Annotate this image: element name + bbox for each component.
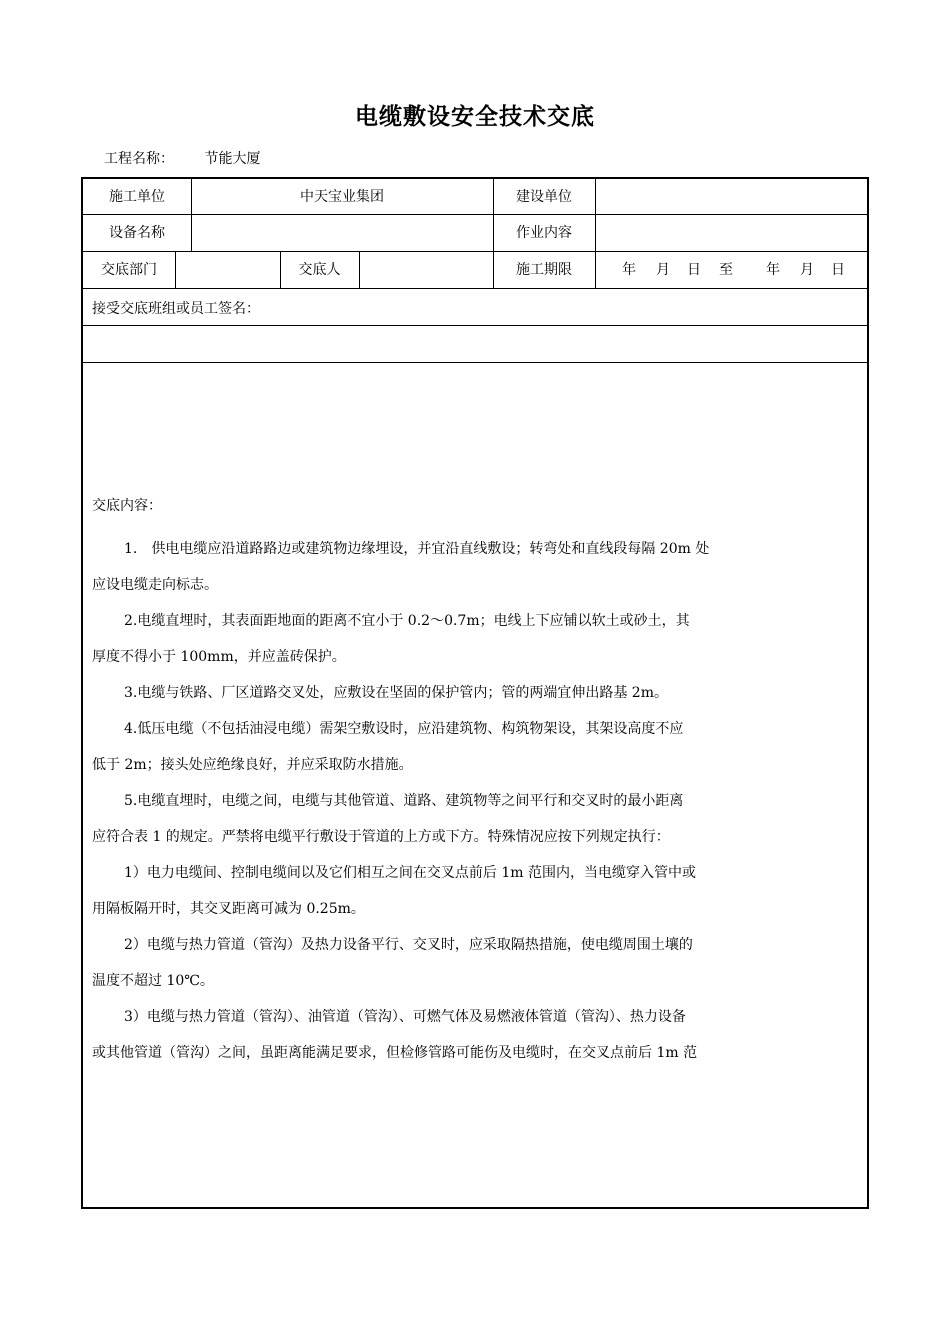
briefing-dept-value: [175, 252, 280, 288]
content-line: 3.电缆与铁路、厂区道路交叉处，应敷设在坚固的保护管内；管的两端宜伸出路基 2m。: [124, 685, 668, 701]
briefing-table: [81, 177, 869, 1209]
content-line: 低于 2m；接头处应绝缘良好，并应采取防水措施。: [92, 757, 413, 773]
briefing-content: [92, 495, 862, 1071]
construction-unit-value: 中天宝业集团: [300, 189, 384, 205]
briefing-person-label: 交底人: [298, 262, 341, 278]
content-line: 3）电缆与热力管道（管沟）、油管道（管沟）、可燃气体及易燃液体管道（管沟）、热力设备: [124, 1009, 686, 1025]
period-month-start: 月: [656, 262, 670, 278]
work-content-value: [595, 215, 867, 251]
row-divider: [83, 288, 867, 289]
period-year-end: 年: [766, 262, 780, 278]
recipient-signature-label: 接受交底班组或员工签名：: [92, 301, 260, 317]
document-title: 电缆敷设安全技术交底: [355, 104, 595, 130]
project-name-value: 节能大厦: [204, 151, 261, 167]
construction-period-value: [595, 252, 867, 288]
content-line: 1）电力电缆间、控制电缆间以及它们相互之间在交叉点前后 1m 范围内，当电缆穿入管中或: [124, 865, 696, 881]
content-line: 应符合表 1 的规定。严禁将电缆平行敷设于管道的上方或下方。特殊情况应按下列规定执行：: [92, 829, 670, 845]
content-line: 或其他管道（管沟）之间，虽距离能满足要求，但检修管路可能伤及电缆时，在交叉点前后 1m 范: [92, 1045, 698, 1061]
period-day-end: 日: [831, 262, 845, 278]
row-divider: [83, 325, 867, 326]
content-line: 1. 供电电缆应沿道路路边或建筑物边缘埋设，并宜沿直线敷设；转弯处和直线段每隔 20m 处: [124, 541, 710, 557]
construction-period-label: 施工期限: [516, 262, 572, 278]
period-year-start: 年: [622, 262, 636, 278]
project-name-row: [104, 148, 260, 168]
builder-unit-label: 建设单位: [516, 189, 572, 205]
equipment-name-value: [191, 215, 493, 251]
period-month-end: 月: [800, 262, 814, 278]
construction-unit-label: 施工单位: [109, 189, 165, 205]
row-divider: [83, 362, 867, 363]
project-name-label: 工程名称：: [104, 151, 174, 167]
work-content-label: 作业内容: [516, 225, 572, 241]
content-line: 2.电缆直埋时，其表面距地面的距离不宜小于 0.2～0.7m；电线上下应铺以软土或砂土，其: [124, 613, 690, 629]
content-line: 厚度不得小于 100mm，并应盖砖保护。: [92, 649, 346, 665]
period-to: 至: [719, 262, 733, 278]
content-line: 4.低压电缆（不包括油浸电缆）需架空敷设时，应沿建筑物、构筑物架设，其架设高度不应: [124, 721, 684, 737]
content-line: 应设电缆走向标志。: [92, 577, 218, 593]
content-line: 用隔板隔开时，其交叉距离可减为 0.25m。: [92, 901, 365, 917]
content-line: 温度不超过 10℃。: [92, 973, 214, 989]
period-day-start: 日: [687, 262, 701, 278]
equipment-name-label: 设备名称: [109, 225, 165, 241]
content-line: 2）电缆与热力管道（管沟）及热力设备平行、交叉时，应采取隔热措施，使电缆周围土壤的: [124, 937, 693, 953]
briefing-dept-label: 交底部门: [101, 262, 157, 278]
content-line: 5.电缆直埋时，电缆之间，电缆与其他管道、道路、建筑物等之间平行和交叉时的最小距离: [124, 793, 684, 809]
builder-unit-value: [595, 179, 867, 215]
briefing-person-value: [359, 252, 493, 288]
content-heading: 交底内容：: [92, 498, 162, 514]
